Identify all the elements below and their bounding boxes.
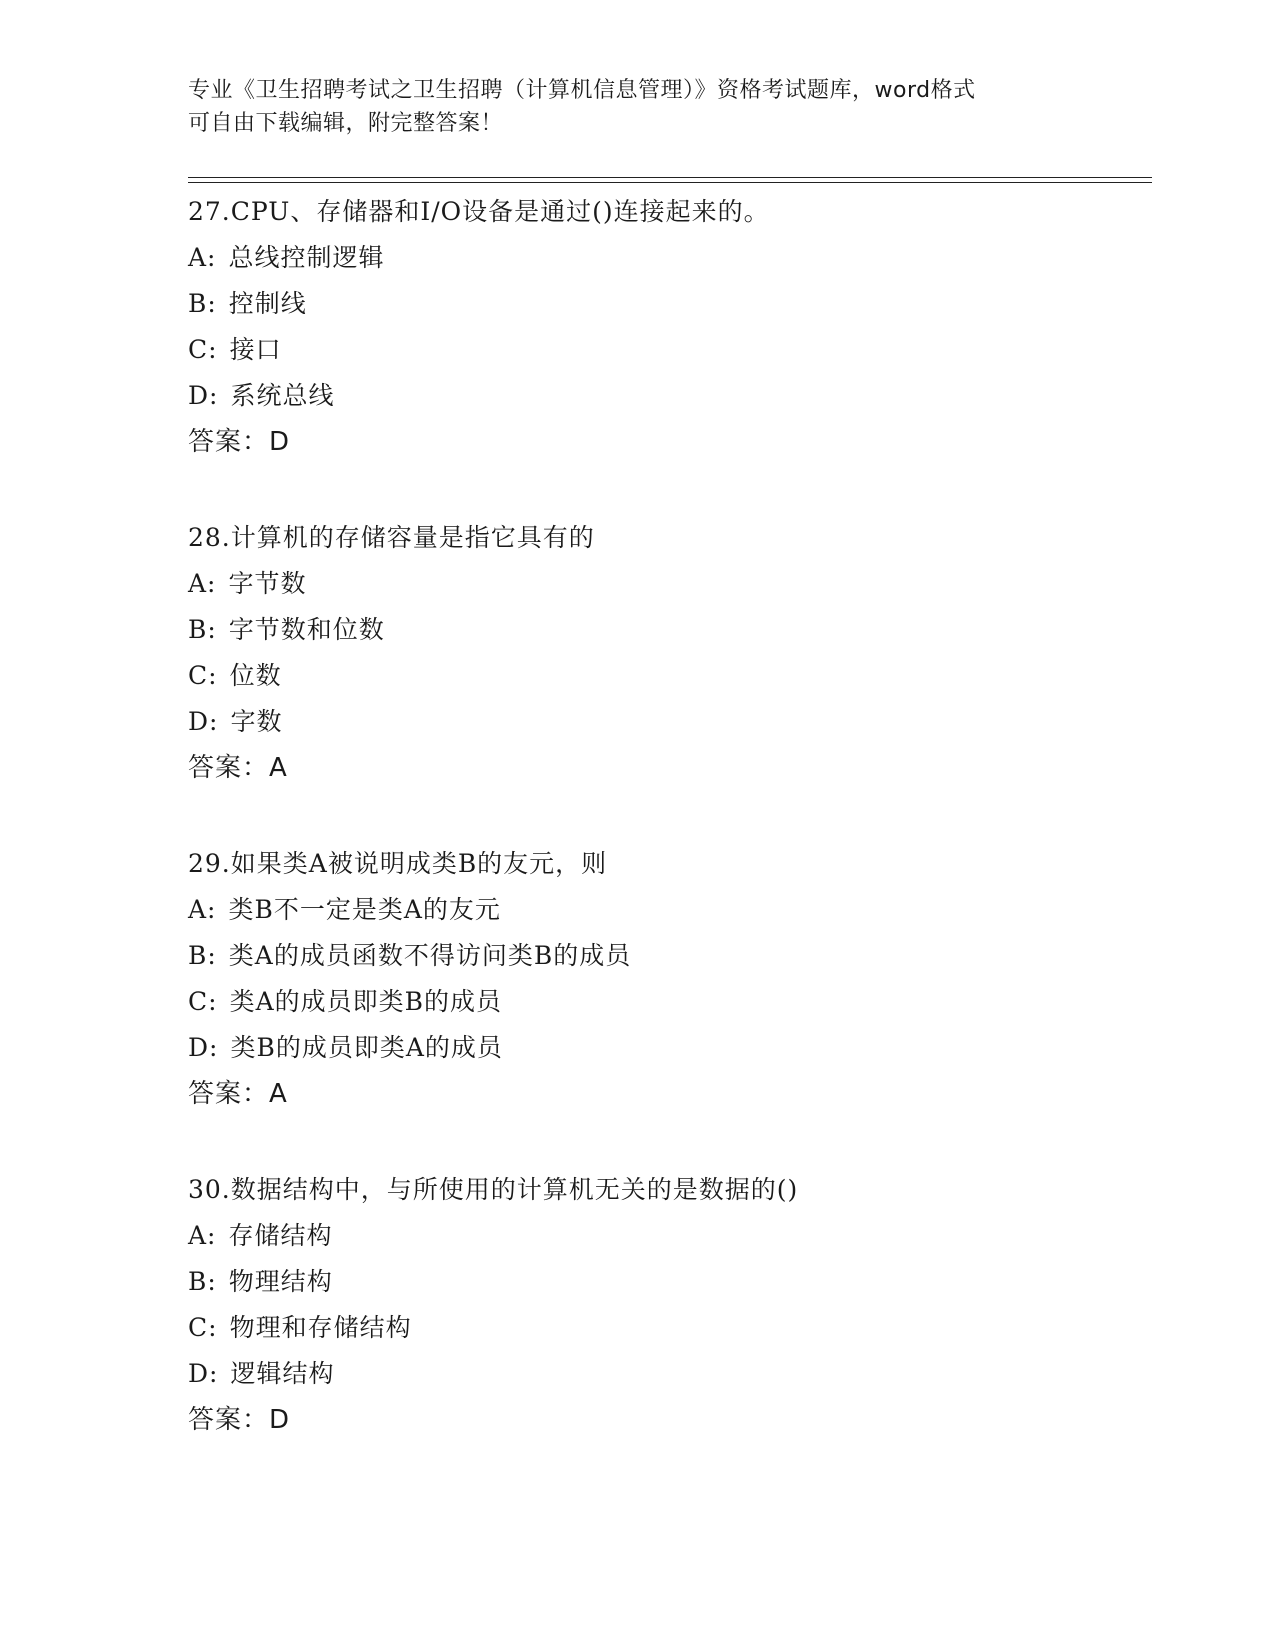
answer: 答案：D: [188, 427, 291, 457]
option-text: 接口: [229, 335, 282, 364]
option-d: [188, 1351, 1148, 1397]
option-key: B:: [188, 289, 217, 318]
question-28: [188, 515, 1148, 791]
question-29: [188, 841, 1148, 1117]
option-a: [188, 561, 1148, 607]
option-b: [188, 281, 1148, 327]
option-a: [188, 1213, 1148, 1259]
option-text: 类B不一定是类A的友元: [228, 895, 501, 924]
option-key: A:: [188, 243, 217, 272]
question-27: [188, 189, 1148, 465]
option-a: [188, 235, 1148, 281]
option-key: D:: [188, 381, 219, 410]
option-text: 物理结构: [228, 1267, 333, 1296]
option-b: [188, 933, 1148, 979]
option-d: [188, 699, 1148, 745]
header-line-2: 可自由下载编辑，附完整答案！: [188, 111, 504, 136]
question-text: 30.数据结构中，与所使用的计算机无关的是数据的(): [188, 1175, 799, 1204]
option-text: 字数: [230, 707, 283, 736]
header-divider-top: [188, 177, 1152, 178]
option-text: 系统总线: [230, 381, 335, 410]
option-key: B:: [188, 941, 217, 970]
option-key: A:: [188, 569, 217, 598]
option-key: C:: [188, 661, 218, 690]
option-text: 类B的成员即类A的成员: [230, 1033, 503, 1062]
option-c: [188, 1305, 1148, 1351]
option-key: B:: [188, 615, 217, 644]
option-b: [188, 607, 1148, 653]
option-a: [188, 887, 1148, 933]
option-key: A:: [188, 895, 217, 924]
option-text: 类A的成员函数不得访问类B的成员: [228, 941, 632, 970]
option-text: 位数: [229, 661, 282, 690]
option-b: [188, 1259, 1148, 1305]
option-text: 物理和存储结构: [229, 1313, 412, 1342]
question-text: 29.如果类A被说明成类B的友元，则: [188, 849, 608, 878]
option-text: 总线控制逻辑: [228, 243, 385, 272]
option-d: [188, 1025, 1148, 1071]
option-c: [188, 979, 1148, 1025]
option-key: C:: [188, 987, 218, 1016]
option-d: [188, 373, 1148, 419]
answer: 答案：A: [188, 753, 288, 783]
option-key: C:: [188, 335, 218, 364]
option-key: B:: [188, 1267, 217, 1296]
option-key: D:: [188, 707, 219, 736]
header-divider-bottom: [188, 182, 1152, 183]
question-30: [188, 1167, 1148, 1443]
answer: 答案：D: [188, 1405, 291, 1435]
option-text: 字节数: [228, 569, 307, 598]
option-text: 类A的成员即类B的成员: [229, 987, 502, 1016]
question-list: [188, 189, 1148, 1493]
option-c: [188, 327, 1148, 373]
option-c: [188, 653, 1148, 699]
option-text: 控制线: [228, 289, 307, 318]
header-line-1: 专业《卫生招聘考试之卫生招聘（计算机信息管理）》资格考试题库，word格式: [188, 78, 976, 103]
option-text: 存储结构: [228, 1221, 333, 1250]
question-text: 28.计算机的存储容量是指它具有的: [188, 523, 595, 552]
option-key: A:: [188, 1221, 217, 1250]
option-key: D:: [188, 1359, 219, 1388]
question-text: 27.CPU、存储器和I/O设备是通过()连接起来的。: [188, 197, 770, 226]
option-text: 字节数和位数: [228, 615, 385, 644]
option-text: 逻辑结构: [230, 1359, 335, 1388]
option-key: D:: [188, 1033, 219, 1062]
document-header: [188, 74, 1088, 140]
answer: 答案：A: [188, 1079, 288, 1109]
option-key: C:: [188, 1313, 218, 1342]
